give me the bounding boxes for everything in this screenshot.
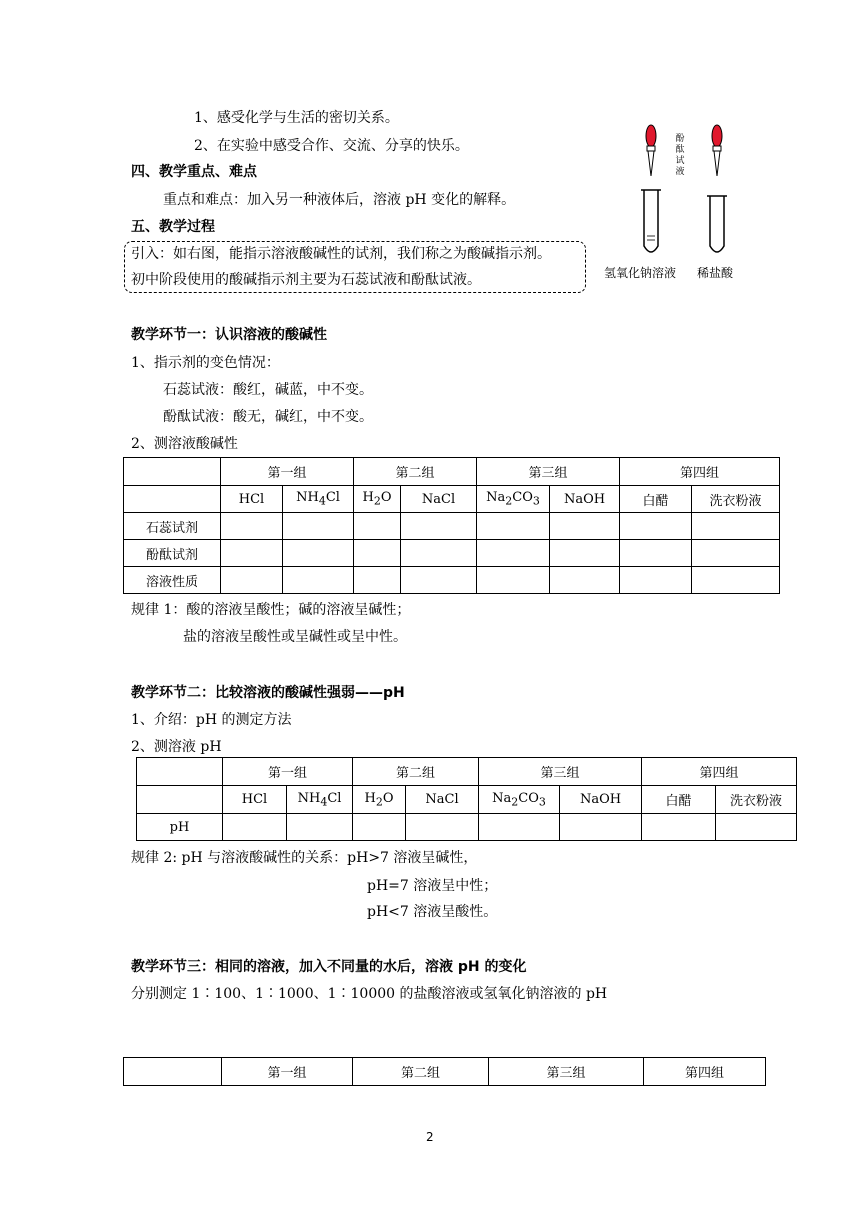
section4-content: 重点和难点：加入另一种液体后，溶液 pH 变化的解释。	[163, 192, 516, 208]
part3-content: 分别测定 1∶100、1∶1000、1∶10000 的盐酸溶液或氢氧化钠溶液的 pH	[131, 986, 608, 1002]
row-label: 酚酞试剂	[124, 540, 221, 567]
group-header: 第一组	[223, 758, 353, 786]
reagent-h2o	[353, 786, 406, 814]
part2-sub2: 2、测溶液 pH	[131, 739, 222, 755]
caption-naoh: 氢氧化钠溶液	[604, 266, 677, 280]
group-header: 第三组	[489, 1058, 644, 1086]
table-cell	[353, 814, 406, 841]
reagent-na2co3	[479, 786, 560, 814]
intro-line-1: 引入：如右图，能指示溶液酸碱性的试剂，我们称之为酸碱指示剂。	[131, 246, 551, 262]
table-corner	[124, 1058, 222, 1086]
caption-hcl: 稀盐酸	[697, 266, 734, 280]
formula-part: O	[380, 490, 392, 506]
acid-base-table	[123, 457, 780, 594]
table-cell	[620, 540, 692, 567]
table-cell	[550, 567, 620, 594]
formula-part: NH	[296, 490, 319, 506]
table-cell	[477, 513, 550, 540]
part2-title: 教学环节二：比较溶液的酸碱性强弱——pH	[131, 685, 405, 701]
reagent-detergent: 洗衣粉液	[716, 786, 797, 814]
formula-sub: 4	[320, 795, 328, 809]
reagent-detergent: 洗衣粉液	[692, 486, 780, 513]
table-cell	[406, 814, 479, 841]
dilution-table	[123, 1057, 766, 1086]
table-cell	[401, 567, 477, 594]
reagent-hcl: HCl	[221, 486, 283, 513]
table-cell	[283, 513, 354, 540]
section4-title: 四、教学重点、难点	[131, 164, 257, 180]
table-cell	[283, 567, 354, 594]
reagent-nacl: NaCl	[401, 486, 477, 513]
part2-sub1: 1、介绍：pH 的测定方法	[131, 712, 292, 728]
formula-part: O	[382, 790, 394, 806]
rule1-line2: 盐的溶液呈酸性或呈碱性或呈中性。	[183, 629, 407, 645]
row-label: pH	[137, 814, 223, 841]
formula-sub: 2	[373, 494, 381, 508]
group-header: 第一组	[221, 458, 354, 486]
rule2-line2: pH=7 溶液呈中性；	[367, 878, 498, 894]
table-cell	[642, 814, 716, 841]
goal-item-2: 2、在实验中感受合作、交流、分享的快乐。	[194, 138, 469, 154]
formula-part: CO	[512, 490, 533, 506]
table-cell	[477, 540, 550, 567]
table-cell	[550, 513, 620, 540]
formula-sub: 2	[505, 494, 513, 508]
group-header: 第二组	[354, 458, 477, 486]
indicator-figure	[604, 118, 754, 290]
formula-part: H	[364, 790, 376, 806]
part1-sub2: 2、测溶液酸碱性	[131, 436, 238, 452]
reagent-naoh: NaOH	[560, 786, 642, 814]
group-header: 第一组	[222, 1058, 353, 1086]
table-cell	[401, 513, 477, 540]
goal-item-1: 1、感受化学与生活的密切关系。	[194, 110, 399, 126]
table-cell	[620, 513, 692, 540]
table-cell	[401, 540, 477, 567]
table-cell	[692, 513, 780, 540]
table-cell	[477, 567, 550, 594]
phenol-rule: 酚酞试液：酸无，碱红，中不变。	[163, 409, 373, 425]
table-cell	[550, 540, 620, 567]
reagent-nh4cl	[283, 486, 354, 513]
reagent-hcl: HCl	[223, 786, 287, 814]
group-header: 第四组	[642, 758, 797, 786]
intro-line-2: 初中阶段使用的酸碱指示剂主要为石蕊试液和酚酞试液。	[131, 272, 481, 288]
table-cell	[354, 540, 401, 567]
reagent-naoh: NaOH	[550, 486, 620, 513]
formula-part: Na	[486, 490, 506, 506]
table-cell	[620, 567, 692, 594]
table-cell	[560, 814, 642, 841]
page-number: 2	[426, 1130, 434, 1144]
group-header: 第二组	[353, 1058, 489, 1086]
rule1-line1: 规律 1：酸的溶液呈酸性；碱的溶液呈碱性；	[131, 602, 411, 618]
formula-part: NH	[297, 790, 321, 806]
table-cell	[716, 814, 797, 841]
table-cell	[479, 814, 560, 841]
table-cell	[354, 513, 401, 540]
table-cell	[287, 814, 353, 841]
reagent-vinegar: 白醋	[642, 786, 716, 814]
group-header: 第三组	[477, 458, 620, 486]
group-header: 第三组	[479, 758, 642, 786]
formula-part: Cl	[327, 790, 342, 806]
table-cell	[221, 513, 283, 540]
formula-part: Na	[492, 790, 512, 806]
table-cell	[692, 540, 780, 567]
formula-part: CO	[518, 790, 539, 806]
formula-part: Cl	[325, 490, 340, 506]
reagent-vinegar: 白醋	[620, 486, 692, 513]
group-header: 第四组	[620, 458, 780, 486]
table-cell	[221, 540, 283, 567]
table-cell	[137, 786, 223, 814]
part3-title: 教学环节三：相同的溶液，加入不同量的水后，溶液 pH 的变化	[131, 959, 527, 975]
table-cell	[124, 486, 221, 513]
formula-sub: 3	[532, 494, 540, 508]
group-header: 第二组	[353, 758, 479, 786]
formula-sub: 2	[511, 795, 519, 809]
reagent-h2o	[354, 486, 401, 513]
dropper-label: 酚酞试液	[675, 134, 685, 177]
table-corner	[137, 758, 223, 786]
part1-sub1: 1、指示剂的变色情况：	[131, 355, 280, 371]
table-cell	[223, 814, 287, 841]
ph-table	[136, 757, 797, 841]
table-cell	[354, 567, 401, 594]
formula-sub: 4	[318, 494, 326, 508]
formula-part: H	[362, 490, 374, 506]
reagent-nacl: NaCl	[406, 786, 479, 814]
table-cell	[692, 567, 780, 594]
formula-sub: 3	[538, 795, 546, 809]
table-corner	[124, 458, 221, 486]
rule2-line1: 规律 2: pH 与溶液酸碱性的关系：pH>7 溶液呈碱性，	[131, 850, 478, 866]
group-header: 第四组	[644, 1058, 766, 1086]
rule2-line3: pH<7 溶液呈酸性。	[367, 904, 498, 920]
reagent-na2co3	[477, 486, 550, 513]
table-cell	[283, 540, 354, 567]
part1-title: 教学环节一：认识溶液的酸碱性	[131, 327, 327, 343]
row-label: 溶液性质	[124, 567, 221, 594]
row-label: 石蕊试剂	[124, 513, 221, 540]
table-cell	[221, 567, 283, 594]
formula-sub: 2	[375, 795, 383, 809]
section5-title: 五、教学过程	[131, 219, 215, 235]
litmus-rule: 石蕊试液：酸红，碱蓝，中不变。	[163, 382, 373, 398]
reagent-nh4cl	[287, 786, 353, 814]
